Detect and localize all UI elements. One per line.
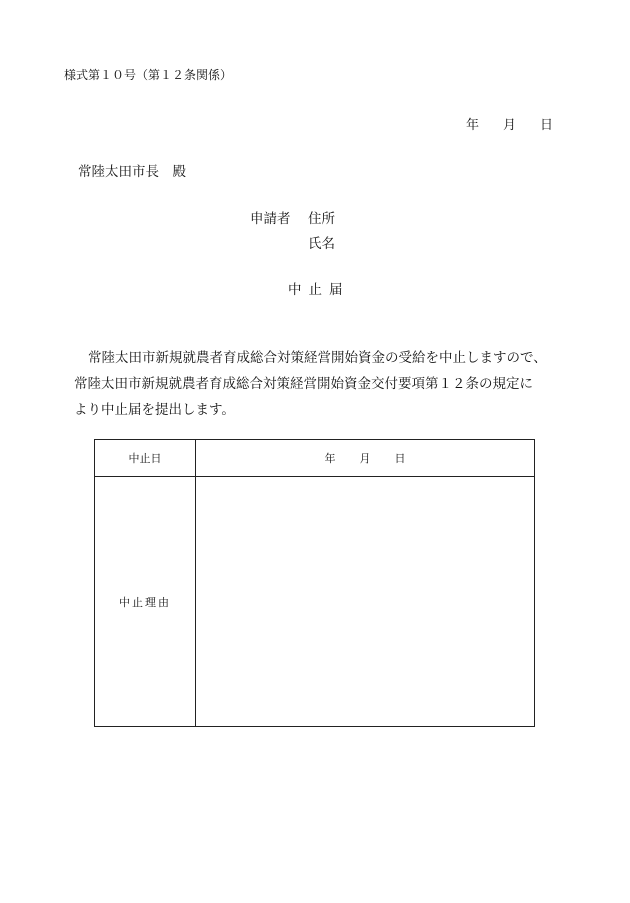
document-title: 中止届: [288, 282, 350, 298]
addressee: 常陸太田市長 殿: [78, 164, 186, 180]
date-year-label: 年: [466, 118, 480, 133]
discontinuation-reason-field[interactable]: [196, 477, 535, 727]
body-line: 常陸太田市新規就農者育成総合対策経営開始資金の受給を中止しますので、: [88, 350, 547, 366]
table-row-discontinuation-date: [95, 440, 535, 477]
body-line: より中止届を提出します。: [74, 402, 235, 418]
discontinuation-date-field[interactable]: [196, 440, 535, 477]
form-number: 様式第１０号（第１２条関係）: [64, 68, 233, 82]
submission-date: [466, 114, 553, 133]
date-month-label: 月: [503, 118, 517, 133]
body-text: [74, 345, 594, 423]
applicant-name-label: 氏名: [308, 236, 335, 252]
table-date-day-label: 日: [394, 452, 406, 466]
table-date-month-label: 月: [359, 452, 371, 466]
date-day-label: 日: [540, 118, 554, 133]
discontinuation-reason-label: 中止理由: [95, 477, 196, 727]
table-row-discontinuation-reason: [95, 477, 535, 727]
discontinuation-date-label: 中止日: [95, 440, 196, 477]
table-date-year-label: 年: [324, 452, 336, 466]
body-line: 常陸太田市新規就農者育成総合対策経営開始資金交付要項第１２条の規定に: [74, 376, 533, 392]
applicant-address-label: 住所: [308, 211, 335, 227]
applicant-label: 申請者: [250, 211, 291, 227]
discontinuation-table: [94, 439, 535, 727]
